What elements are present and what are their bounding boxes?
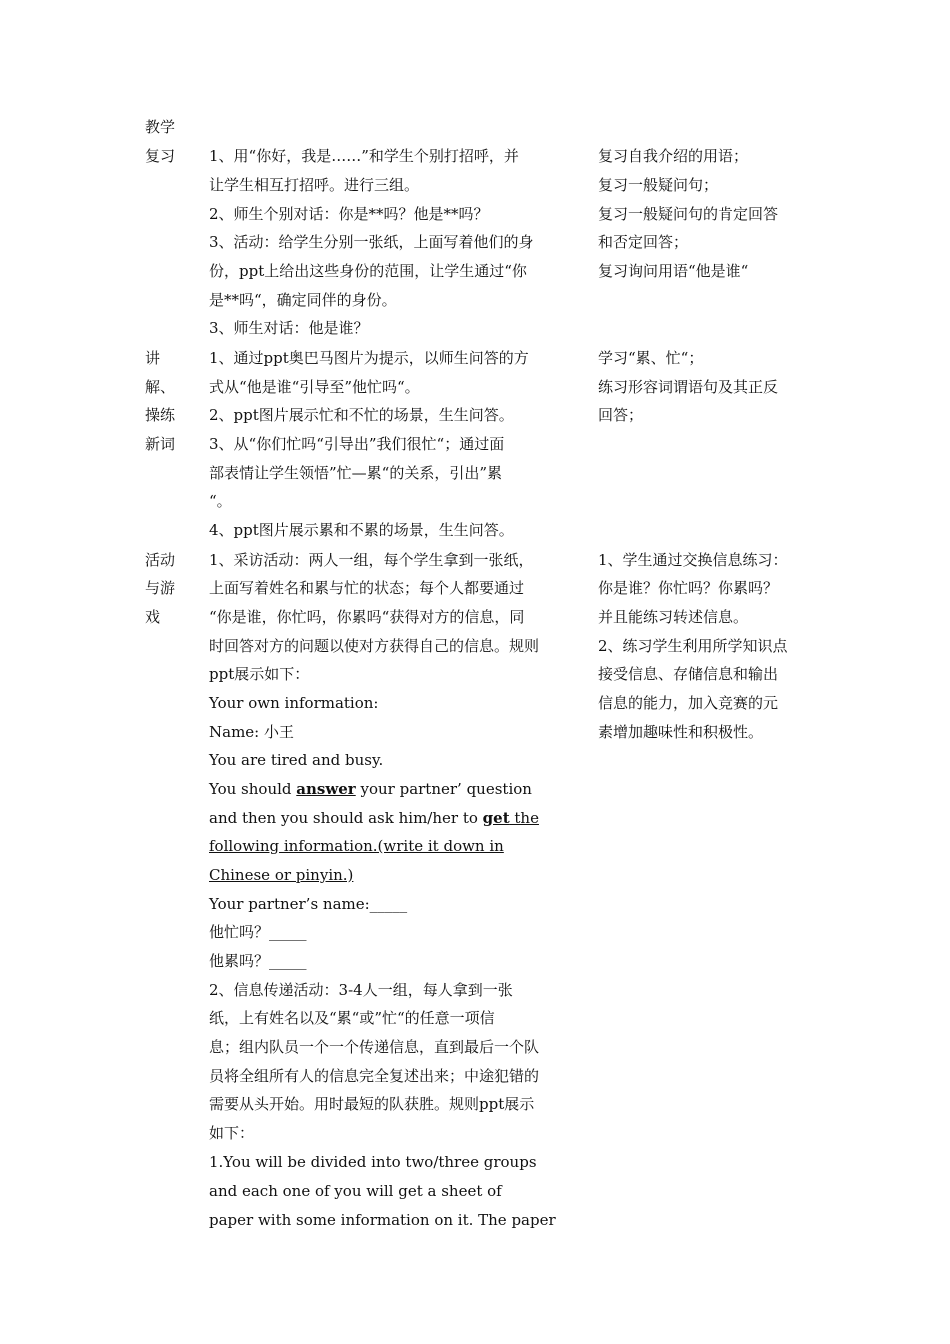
activity2-line: and each one of you will get a sheet of (209, 1182, 502, 1200)
vocab-goal-line: 回答； (598, 406, 644, 424)
activity-step-line: 上面写着姓名和累与忙的状态；每个人都要通过 (209, 579, 525, 597)
activity-goal-line: 信息的能力，加入竞赛的元 (598, 694, 779, 712)
card-should-pre: You should (209, 780, 297, 798)
card-should-post: your partner’ question (355, 780, 532, 798)
vocab-step-line: “。 (209, 492, 232, 510)
activity-goal-line: 并且能练习转述信息。 (598, 608, 749, 626)
activity-step-line: 1、采访活动：两人一组，每个学生拿到一张纸， (209, 551, 534, 569)
review-step-line: 份，ppt上给出这些身份的范围，让学生通过“你 (209, 262, 527, 280)
card-busy-question: 他忙吗？_____ (209, 923, 307, 941)
vocab-label-line: 讲 (145, 349, 161, 367)
activity-label-line: 与游 (145, 579, 176, 597)
card-partner-name: Your partner’s name:_____ (209, 895, 408, 913)
activity2-line: 需要从头开始。用时最短的队获胜。规则ppt展示 (209, 1095, 535, 1113)
card-chinese-line: Chinese or pinyin.) (209, 866, 354, 884)
review-step-line: 3、师生对话：他是谁？ (209, 319, 369, 337)
section-title: 教学 (145, 118, 176, 136)
vocab-label-line: 操练 (145, 406, 176, 424)
card-ask-pre: and then you should ask him/her to (209, 809, 483, 827)
vocab-step-line: 4、ppt图片展示累和不累的场景，生生问答。 (209, 521, 514, 539)
card-get-word: get (482, 809, 510, 827)
activity2-line: 纸，上有姓名以及“累“或”忙“的任意一项信 (209, 1009, 495, 1027)
card-name: Name: 小王 (209, 723, 294, 741)
review-step-line: 3、活动：给学生分别一张纸，上面写着他们的身 (209, 233, 534, 251)
vocab-step-line: 式从“他是谁“引导至”他忙吗“。 (209, 378, 420, 396)
card-get-rest: the (509, 809, 539, 827)
vocab-label-line: 解、 (145, 378, 176, 396)
activity-goal-line: 2、练习学生利用所学知识点 (598, 637, 788, 655)
activity2-line: 2、信息传递活动：3-4人一组，每人拿到一张 (209, 981, 513, 999)
card-tired-question: 他累吗？_____ (209, 952, 307, 970)
review-goal-line: 复习自我介绍的用语； (598, 147, 749, 165)
review-goal-line: 和否定回答； (598, 233, 689, 251)
vocab-step-line: 部表情让学生领悟”忙—累“的关系，引出”累 (209, 464, 503, 482)
activity-label-line: 戏 (145, 608, 161, 626)
vocab-goal-line: 练习形容词谓语句及其正反 (598, 378, 779, 396)
vocab-label-line: 新词 (145, 435, 176, 453)
review-step-line: 是**吗“，确定同伴的身份。 (209, 291, 397, 309)
activity-goal-line: 素增加趣味性和积极性。 (598, 723, 764, 741)
card-should-line (209, 779, 584, 799)
activity2-line: 1.You will be divided into two/three groups (209, 1153, 537, 1171)
vocab-step-line: 2、ppt图片展示忙和不忙的场景，生生问答。 (209, 406, 514, 424)
vocab-goal-line: 学习“累、忙“； (598, 349, 704, 367)
review-goal-line: 复习询问用语“他是谁“ (598, 262, 749, 280)
activity2-line: 息；组内队员一个一个传递信息，直到最后一个队 (209, 1038, 540, 1056)
review-step-line: 2、师生个别对话：你是**吗？他是**吗？ (209, 205, 489, 223)
vocab-step-line: 3、从“你们忙吗“引导出”我们很忙“；通过面 (209, 435, 505, 453)
activity-goal-line: 你是谁？你忙吗？你累吗？ (598, 579, 779, 597)
activity2-line: paper with some information on it. The paper (209, 1211, 556, 1229)
card-ask-line (209, 808, 584, 828)
activity-goal-line: 1、学生通过交换信息练习： (598, 551, 788, 569)
card-own-info: Your own information: (209, 694, 379, 712)
card-answer-word: answer (296, 780, 356, 798)
review-label: 复习 (145, 147, 176, 165)
activity-goal-line: 接受信息、存储信息和输出 (598, 665, 779, 683)
activity-step-line: “你是谁，你忙吗，你累吗“获得对方的信息，同 (209, 608, 525, 626)
vocab-step-line: 1、通过ppt奥巴马图片为提示，以师生问答的方 (209, 349, 529, 367)
review-step-line: 1、用“你好，我是……”和学生个别打招呼，并 (209, 147, 519, 165)
review-goal-line: 复习一般疑问句的肯定回答 (598, 205, 779, 223)
activity2-line: 员将全组所有人的信息完全复述出来；中途犯错的 (209, 1067, 540, 1085)
activity2-line: 如下： (209, 1124, 255, 1142)
card-following-line: following information.(write it down in (209, 837, 504, 855)
review-goal-line: 复习一般疑问句； (598, 176, 719, 194)
activity-label-line: 活动 (145, 551, 176, 569)
card-state: You are tired and busy. (209, 751, 384, 769)
activity-step-line: 时回答对方的问题以使对方获得自己的信息。规则 (209, 637, 540, 655)
activity-step-line: ppt展示如下： (209, 665, 310, 683)
review-step-line: 让学生相互打招呼。进行三组。 (209, 176, 420, 194)
